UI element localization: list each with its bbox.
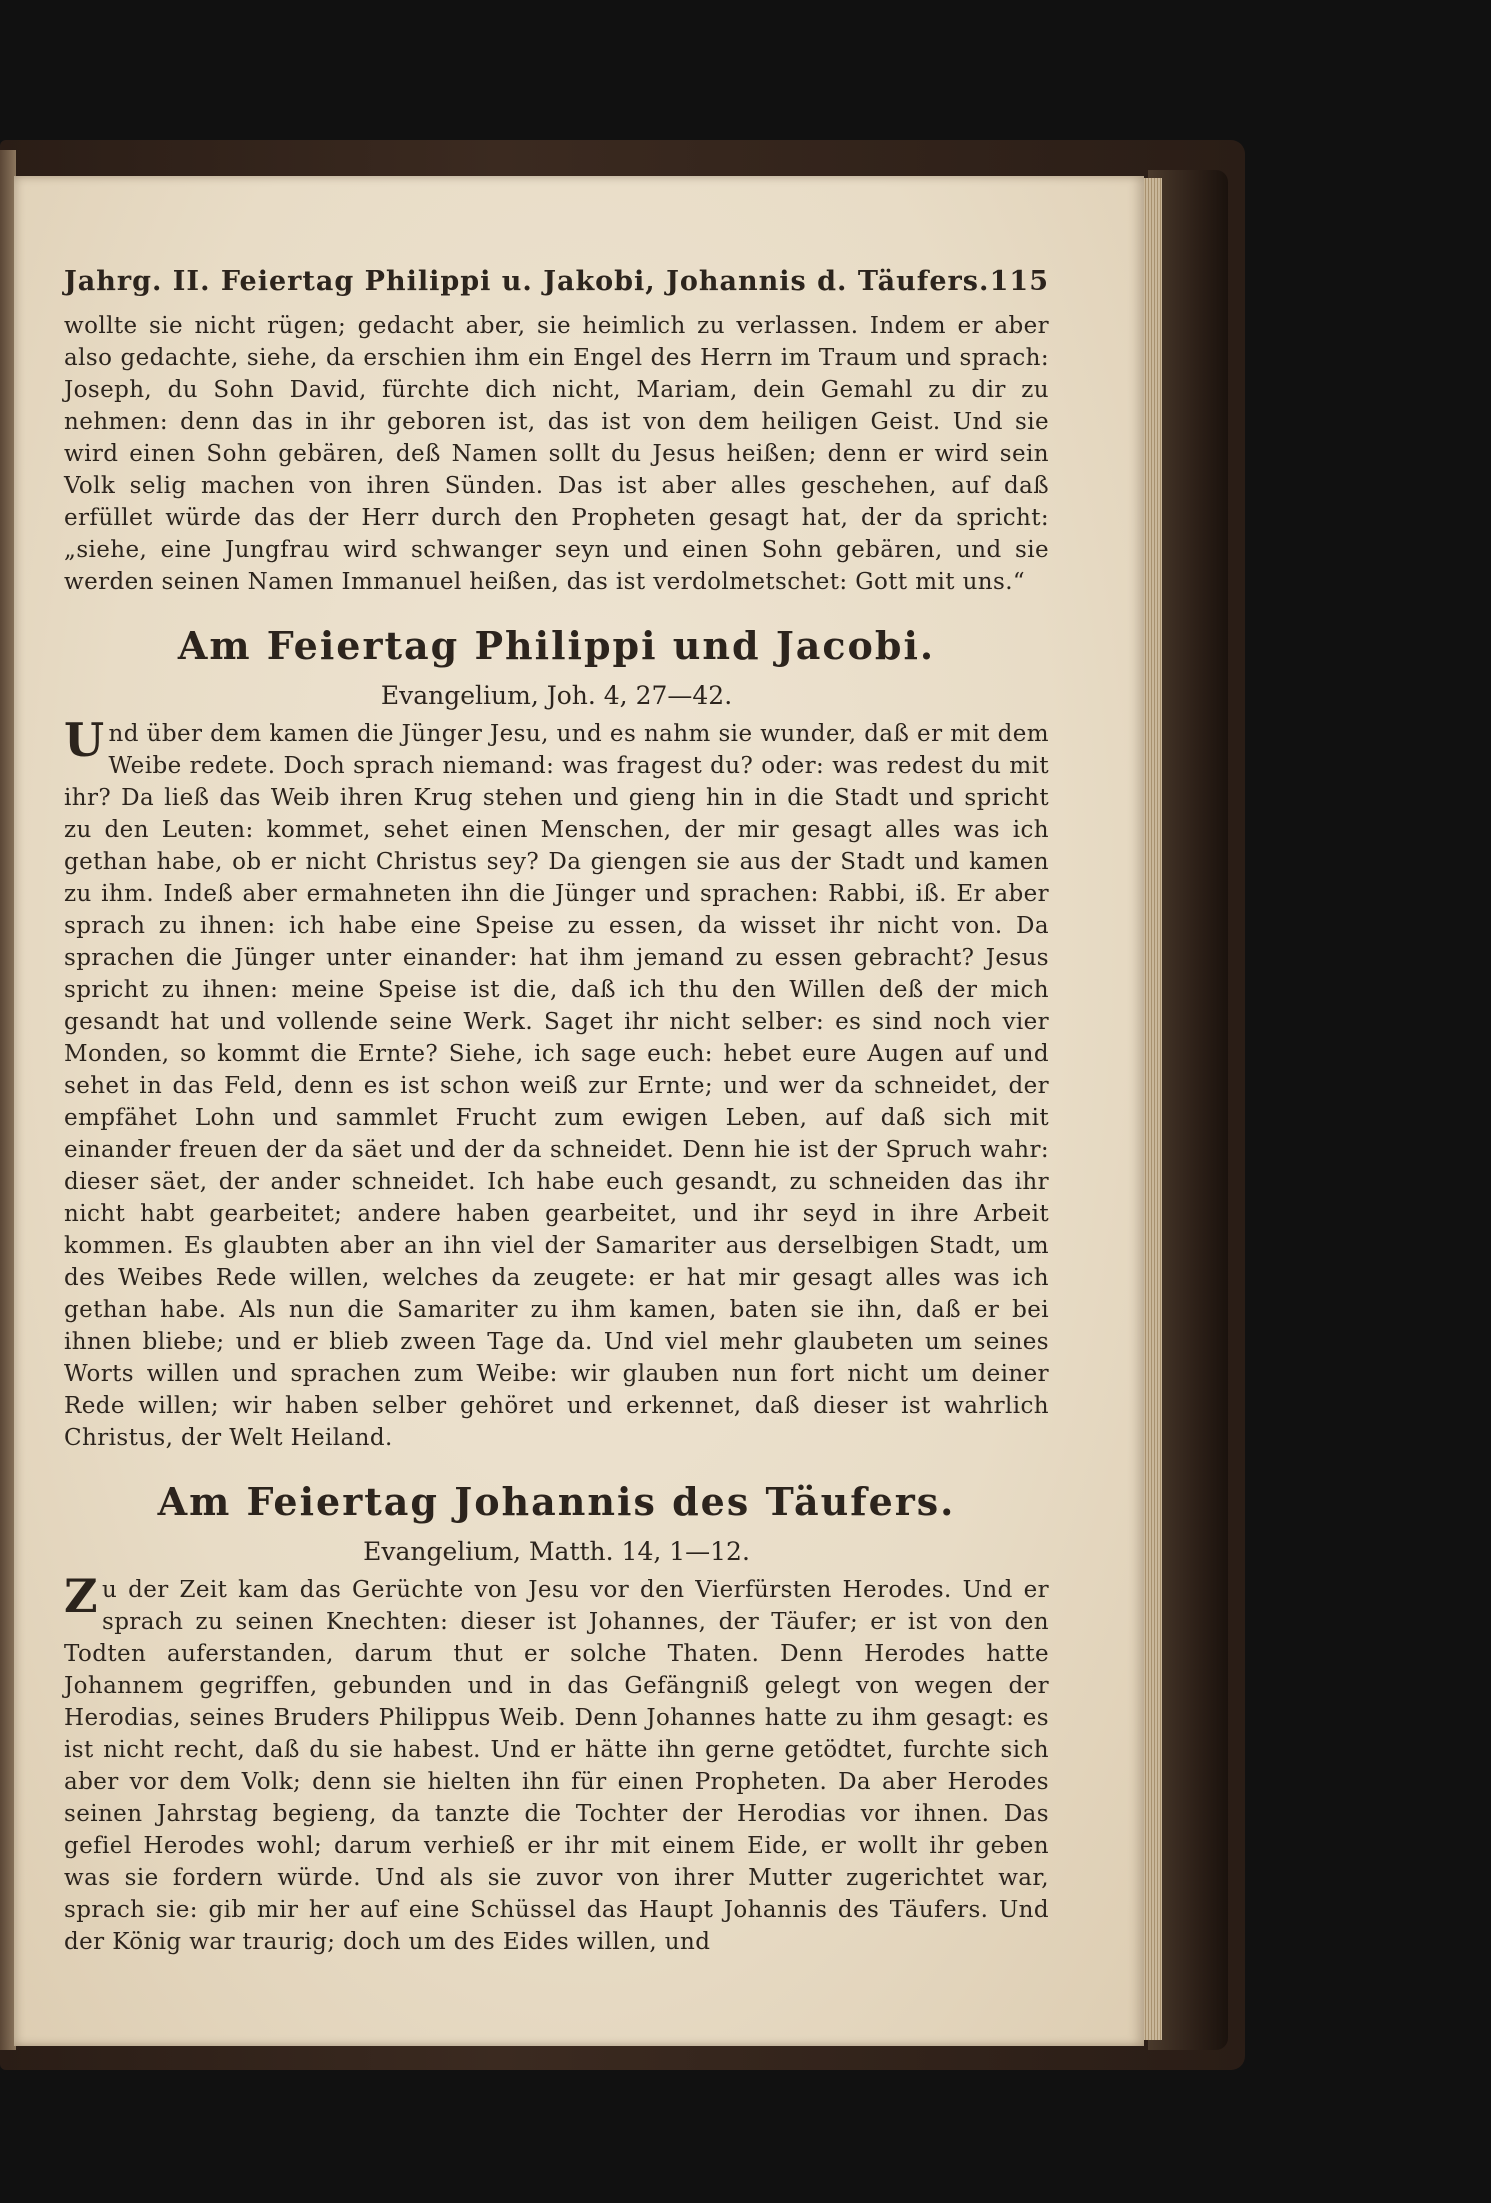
section-text-johannis: u der Zeit kam das Gerüchte von Jesu vor den Vierfürsten Herodes. Und er sprach zu seinen Knechten: dieser ist Johannes, der Täufer; er ist von den Todten auferstanden, darum thut er solche Thaten. Denn Herodes hatte Johannem gegriffen, gebunden und in das Gefängniß gelegt von wegen der Herodias, seines Bruders Philippus Weib. Denn Johannes hatte zu ihm gesagt: es ist nicht recht, daß du sie habest. Und er hätte ihn gerne getödtet, furchte sich aber vor dem Volk; denn sie hielten ihn für einen Propheten. Da aber Herodes seinen Jahrstag begieng, da tanzte die Tochter der Herodias vor ihnen. Das gefiel Herodes wohl; darum verhieß er ihr mit einem Eide, er wollt ihr geben was sie fordern würde. Und als sie zuvor von ihrer Mutter zugerichtet war, sprach sie: gib mir her auf eine Schüssel das Haupt Johannis des Täufers. Und der König war traurig; doch um des Eides willen, und	[64, 1577, 1049, 1955]
dropcap: Z	[64, 1569, 98, 1623]
running-head	[64, 266, 1049, 310]
book-page	[14, 176, 1144, 2046]
section-title-philippi: Am Feiertag Philippi und Jacobi.	[177, 623, 936, 668]
running-head-title: Jahrg. II. Feiertag Philippi u. Jakobi, Johannis d. Täufers.	[64, 266, 990, 297]
page-number: 115	[989, 266, 1049, 297]
intro-paragraph: wollte sie nicht rügen; gedacht aber, sie heimlich zu verlassen. Indem er aber also gedachte, siehe, da erschien ihm ein Engel des Herrn im Traum und sprach: Joseph, du Sohn David, fürchte dich nicht, Mariam, dein Gemahl zu dir zu nehmen: denn das in ihr geboren ist, das ist von dem heiligen Geist. Und sie wird einen Sohn gebären, deß Namen sollt du Jesus heißen; denn er wird sein Volk selig machen von ihren Sünden. Das ist aber alles geschehen, auf daß erfüllet würde das der Herr durch den Propheten gesagt hat, der da spricht: „siehe, eine Jungfrau wird schwanger seyn und einen Sohn gebären, und sie werden seinen Namen Immanuel heißen, das ist verdolmetschet: Gott mit uns.“	[64, 313, 1049, 595]
section-title-johannis: Am Feiertag Johannis des Täufers.	[157, 1479, 956, 1524]
dropcap: U	[64, 713, 105, 767]
gospel-reference-johannis: Evangelium, Matth. 14, 1—12.	[363, 1537, 750, 1566]
page-content	[64, 266, 1049, 1958]
section-body-philippi	[64, 713, 1049, 1454]
section-body-johannis	[64, 1569, 1049, 1958]
gospel-reference-philippi: Evangelium, Joh. 4, 27—42.	[380, 681, 733, 710]
section-text-philippi: nd über dem kamen die Jünger Jesu, und es nahm sie wunder, daß er mit dem Weibe redete. Doch sprach niemand: was fragest du? oder: was redest du mit ihr? Da ließ das Weib ihren Krug stehen und gieng hin in die Stadt und spricht zu den Leuten: kommet, sehet einen Menschen, der mir gesagt alles was ich gethan habe, ob er nicht Christus sey? Da giengen sie aus der Stadt und kamen zu ihm. Indeß aber ermahneten ihn die Jünger und sprachen: Rabbi, iß. Er aber sprach zu ihnen: ich habe eine Speise zu essen, da wisset ihr nicht von. Da sprachen die Jünger unter einander: hat ihm jemand zu essen gebracht? Jesus spricht zu ihnen: meine Speise ist die, daß ich thu den Willen deß der mich gesandt hat und vollende seine Werk. Saget ihr nicht selber: es sind noch vier Monden, so kommt die Ernte? Siehe, ich sage euch: hebet eure Augen auf und sehet in das Feld, denn es ist schon weiß zur Ernte; und wer da schneidet, der empfähet Lohn und sammlet Frucht zum ewigen Leben, auf daß sich mit einander freuen der da säet und der da schneidet. Denn hie ist der Spruch wahr: dieser säet, der ander schneidet. Ich habe euch gesandt, zu schneiden das ihr nicht habt gearbeitet; andere haben gearbeitet, und ihr seyd in ihre Arbeit kommen. Es glaubten aber an ihn viel der Samariter aus derselbigen Stadt, um des Weibes Rede willen, welches da zeugete: er hat mir gesagt alles was ich gethan habe. Als nun die Samariter zu ihm kamen, baten sie ihn, daß er bei ihnen bliebe; und er blieb zween Tage da. Und viel mehr glaubeten um seines Worts willen und sprachen zum Weibe: wir glauben nun fort nicht um deiner Rede willen; wir haben selber gehöret und erkennet, daß dieser ist wahrlich Christus, der Welt Heiland.	[64, 721, 1049, 1451]
